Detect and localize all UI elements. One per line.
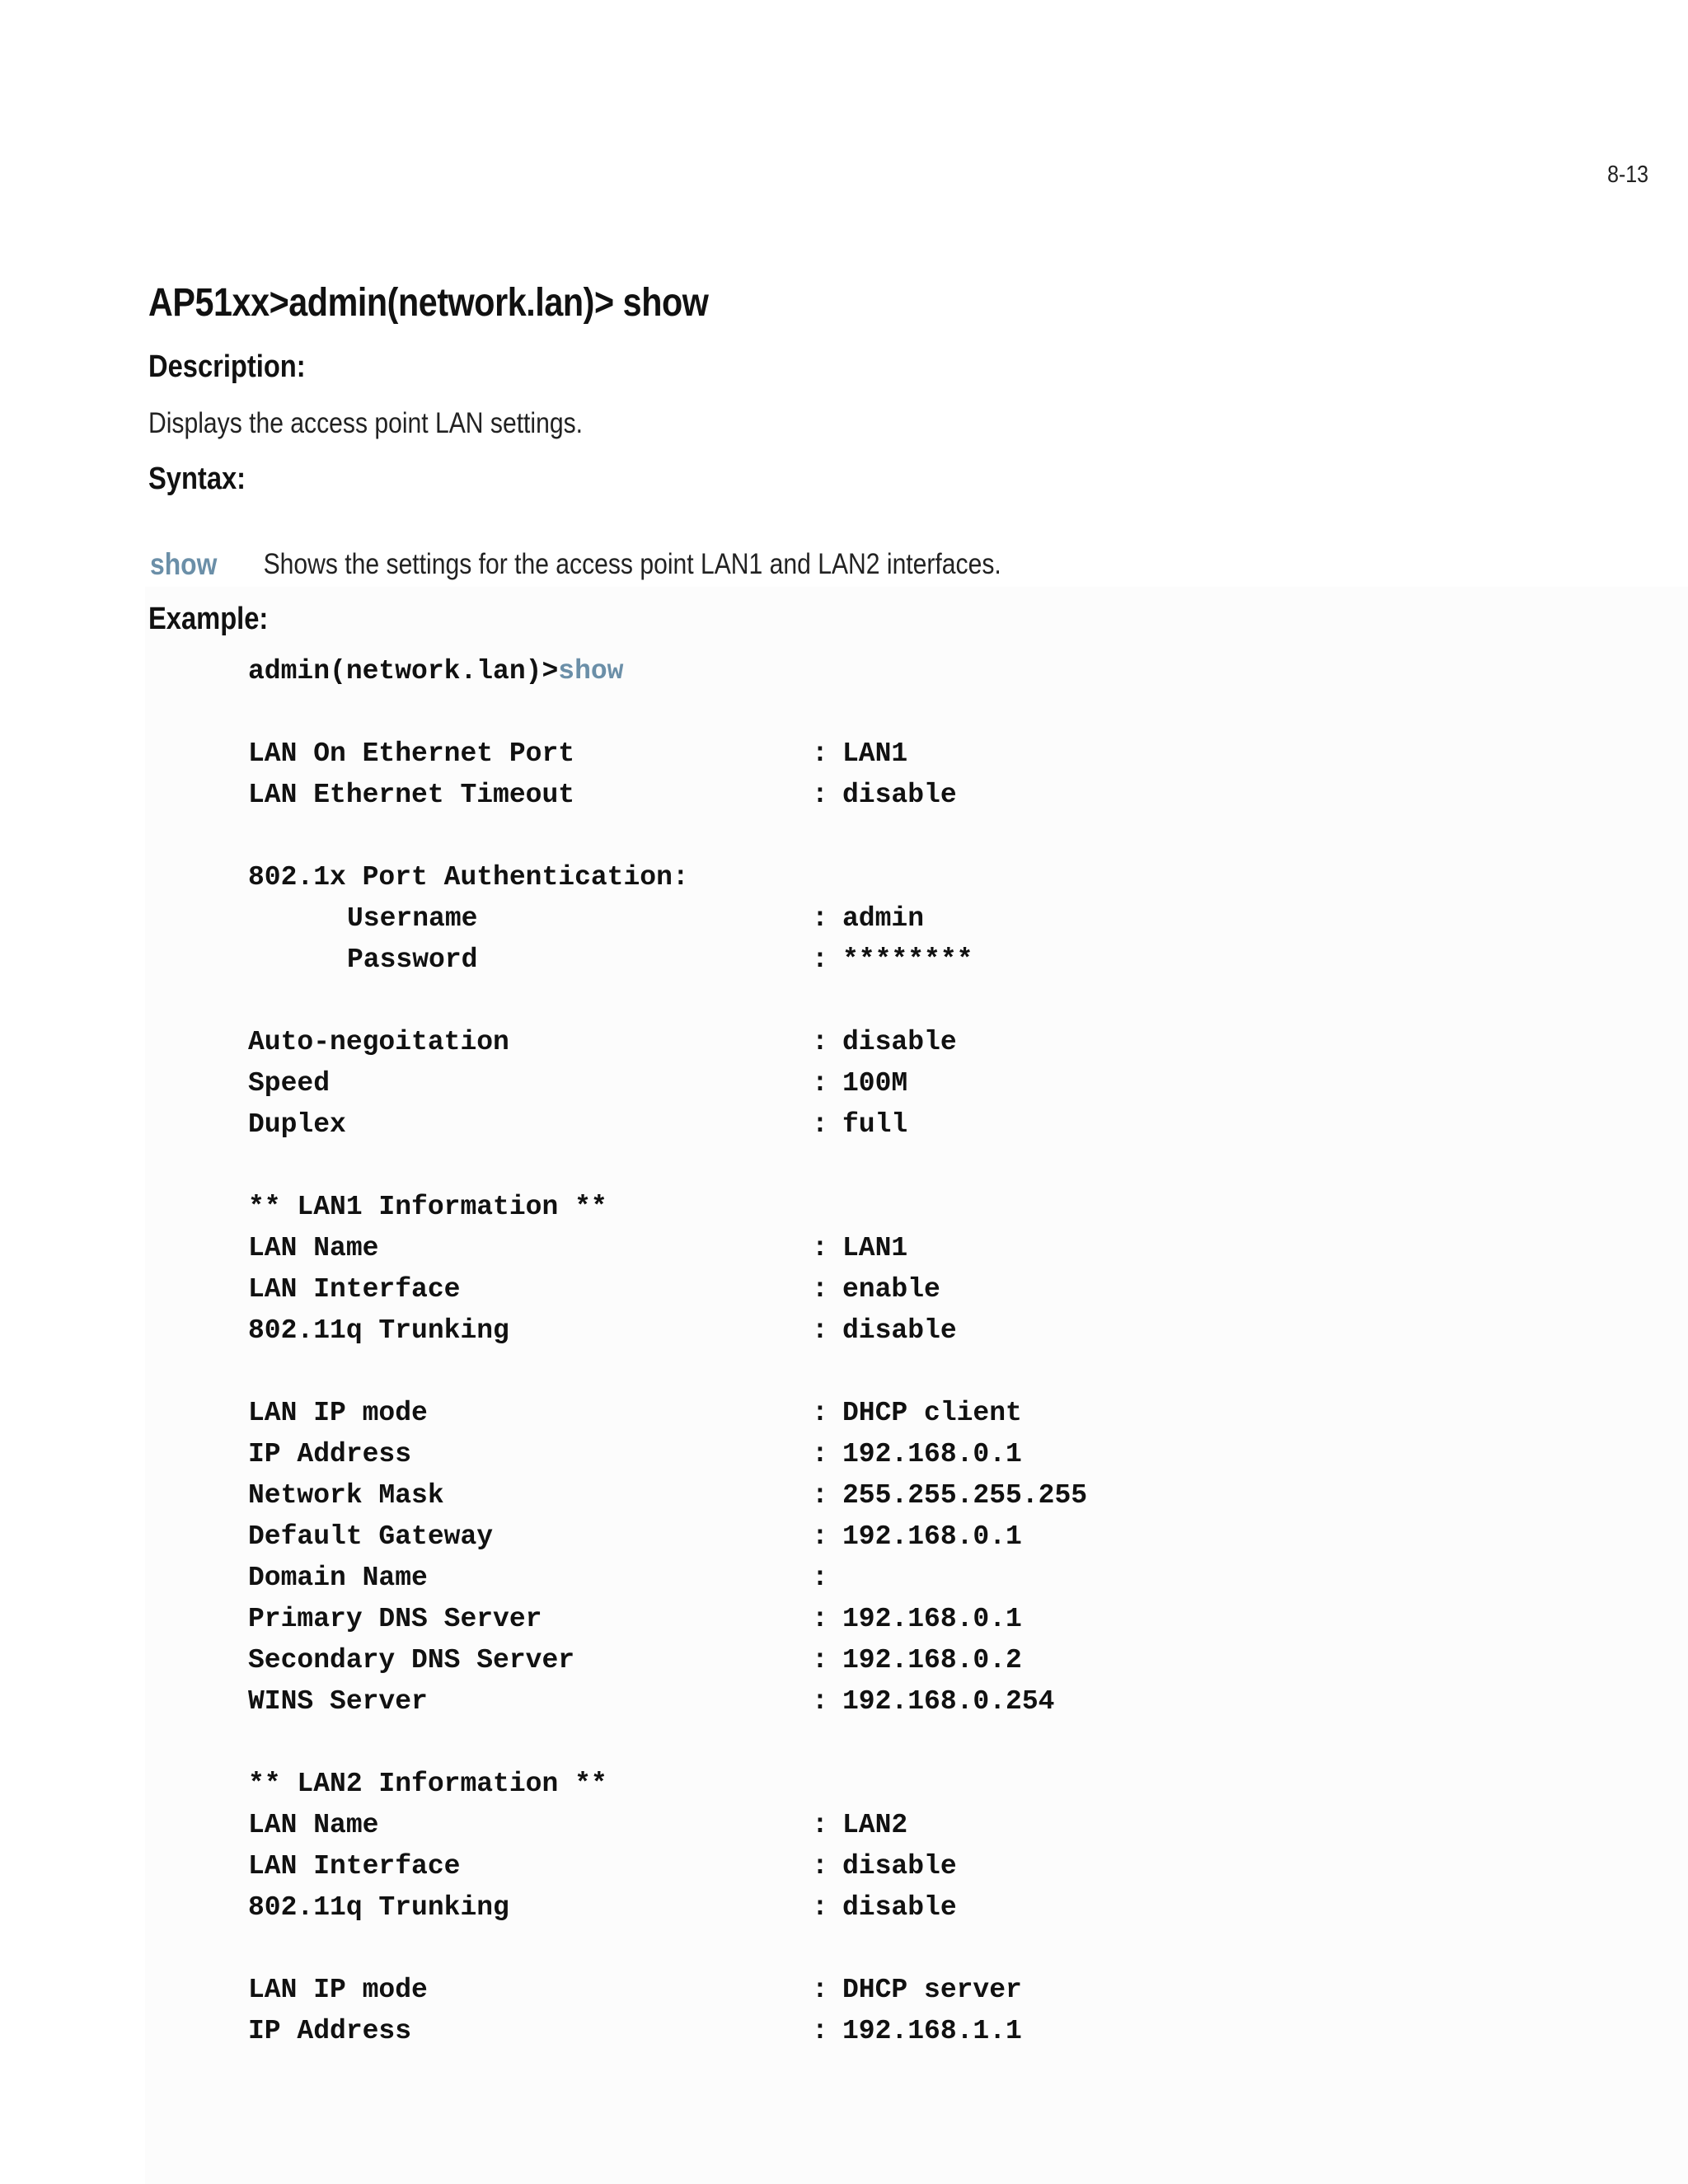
setting-separator: : <box>812 1686 828 1717</box>
section-heading-lan2: ** LAN2 Information ** <box>248 1769 607 1799</box>
setting-separator: : <box>812 1975 828 2005</box>
setting-value: LAN2 <box>842 1810 908 1840</box>
setting-key: Speed <box>248 1068 331 1099</box>
setting-value: 100M <box>842 1068 908 1099</box>
setting-value: disable <box>842 780 957 810</box>
setting-value: LAN1 <box>842 738 908 769</box>
setting-value: 192.168.0.1 <box>842 1604 1022 1634</box>
setting-key: IP Address <box>248 2016 412 2046</box>
setting-key: Default Gateway <box>248 1521 494 1552</box>
description-text: Displays the access point LAN settings. <box>148 407 584 439</box>
setting-value: LAN1 <box>842 1233 908 1263</box>
setting-key: WINS Server <box>248 1686 428 1717</box>
setting-key: Secondary DNS Server <box>248 1645 575 1675</box>
setting-key: Primary DNS Server <box>248 1604 542 1634</box>
setting-key: 802.11q Trunking <box>248 1315 509 1346</box>
setting-value: 192.168.0.2 <box>842 1645 1022 1675</box>
setting-key: LAN IP mode <box>248 1975 428 2005</box>
syntax-keyword: show <box>150 547 218 581</box>
setting-value: DHCP client <box>842 1398 1022 1428</box>
setting-separator: : <box>812 1439 828 1469</box>
cli-command: show <box>558 656 624 687</box>
setting-value: full <box>842 1109 908 1140</box>
setting-separator: : <box>812 1315 828 1346</box>
setting-key: LAN Interface <box>248 1851 461 1882</box>
setting-key: LAN Name <box>248 1233 379 1263</box>
setting-separator: : <box>812 1068 828 1099</box>
syntax-row <box>150 544 1001 585</box>
setting-key: Password <box>347 944 478 975</box>
setting-separator: : <box>812 1480 828 1511</box>
setting-key: Username <box>347 903 478 934</box>
setting-separator: : <box>812 1604 828 1634</box>
setting-separator: : <box>812 1233 828 1263</box>
setting-key: Auto-negoitation <box>248 1027 509 1057</box>
setting-key: Domain Name <box>248 1563 428 1593</box>
setting-separator: : <box>812 1027 828 1057</box>
setting-separator: : <box>812 1398 828 1428</box>
setting-value: 255.255.255.255 <box>842 1480 1088 1511</box>
section-heading-auth: 802.1x Port Authentication: <box>248 862 689 893</box>
setting-separator: : <box>812 1563 828 1593</box>
setting-separator: : <box>812 1645 828 1675</box>
setting-separator: : <box>812 1810 828 1840</box>
setting-separator: : <box>812 1274 828 1305</box>
setting-value: disable <box>842 1892 957 1923</box>
setting-value: disable <box>842 1315 957 1346</box>
syntax-heading: Syntax: <box>148 462 246 496</box>
setting-value: 192.168.0.254 <box>842 1686 1055 1717</box>
setting-value: admin <box>842 903 925 934</box>
syntax-description: Shows the settings for the access point LAN1 and LAN2 interfaces. <box>263 548 1001 580</box>
example-heading: Example: <box>148 602 269 636</box>
setting-value: enable <box>842 1274 940 1305</box>
command-title: AP51xx>admin(network.lan)> show <box>148 281 709 325</box>
cli-prompt: admin(network.lan)> <box>248 656 559 687</box>
setting-separator: : <box>812 738 828 769</box>
setting-value: disable <box>842 1851 957 1882</box>
setting-separator: : <box>812 903 828 934</box>
setting-value: ******** <box>842 944 973 975</box>
example-panel <box>145 587 1688 2184</box>
setting-key: 802.11q Trunking <box>248 1892 509 1923</box>
setting-key: Network Mask <box>248 1480 444 1511</box>
setting-key: LAN Ethernet Timeout <box>248 780 575 810</box>
setting-value: DHCP server <box>842 1975 1022 2005</box>
setting-value: 192.168.0.1 <box>842 1439 1022 1469</box>
setting-value: 192.168.0.1 <box>842 1521 1022 1552</box>
setting-key: IP Address <box>248 1439 412 1469</box>
setting-key: LAN Interface <box>248 1274 461 1305</box>
section-heading-lan1: ** LAN1 Information ** <box>248 1192 607 1222</box>
setting-key: LAN On Ethernet Port <box>248 738 575 769</box>
setting-key: LAN Name <box>248 1810 379 1840</box>
setting-value: 192.168.1.1 <box>842 2016 1022 2046</box>
description-heading: Description: <box>148 349 306 384</box>
setting-separator: : <box>812 1892 828 1923</box>
setting-key: LAN IP mode <box>248 1398 428 1428</box>
setting-separator: : <box>812 1851 828 1882</box>
setting-separator: : <box>812 780 828 810</box>
setting-separator: : <box>812 944 828 975</box>
setting-separator: : <box>812 2016 828 2046</box>
page-number: 8-13 <box>1607 162 1648 188</box>
setting-key: Duplex <box>248 1109 346 1140</box>
setting-separator: : <box>812 1521 828 1552</box>
setting-separator: : <box>812 1109 828 1140</box>
setting-value: disable <box>842 1027 957 1057</box>
